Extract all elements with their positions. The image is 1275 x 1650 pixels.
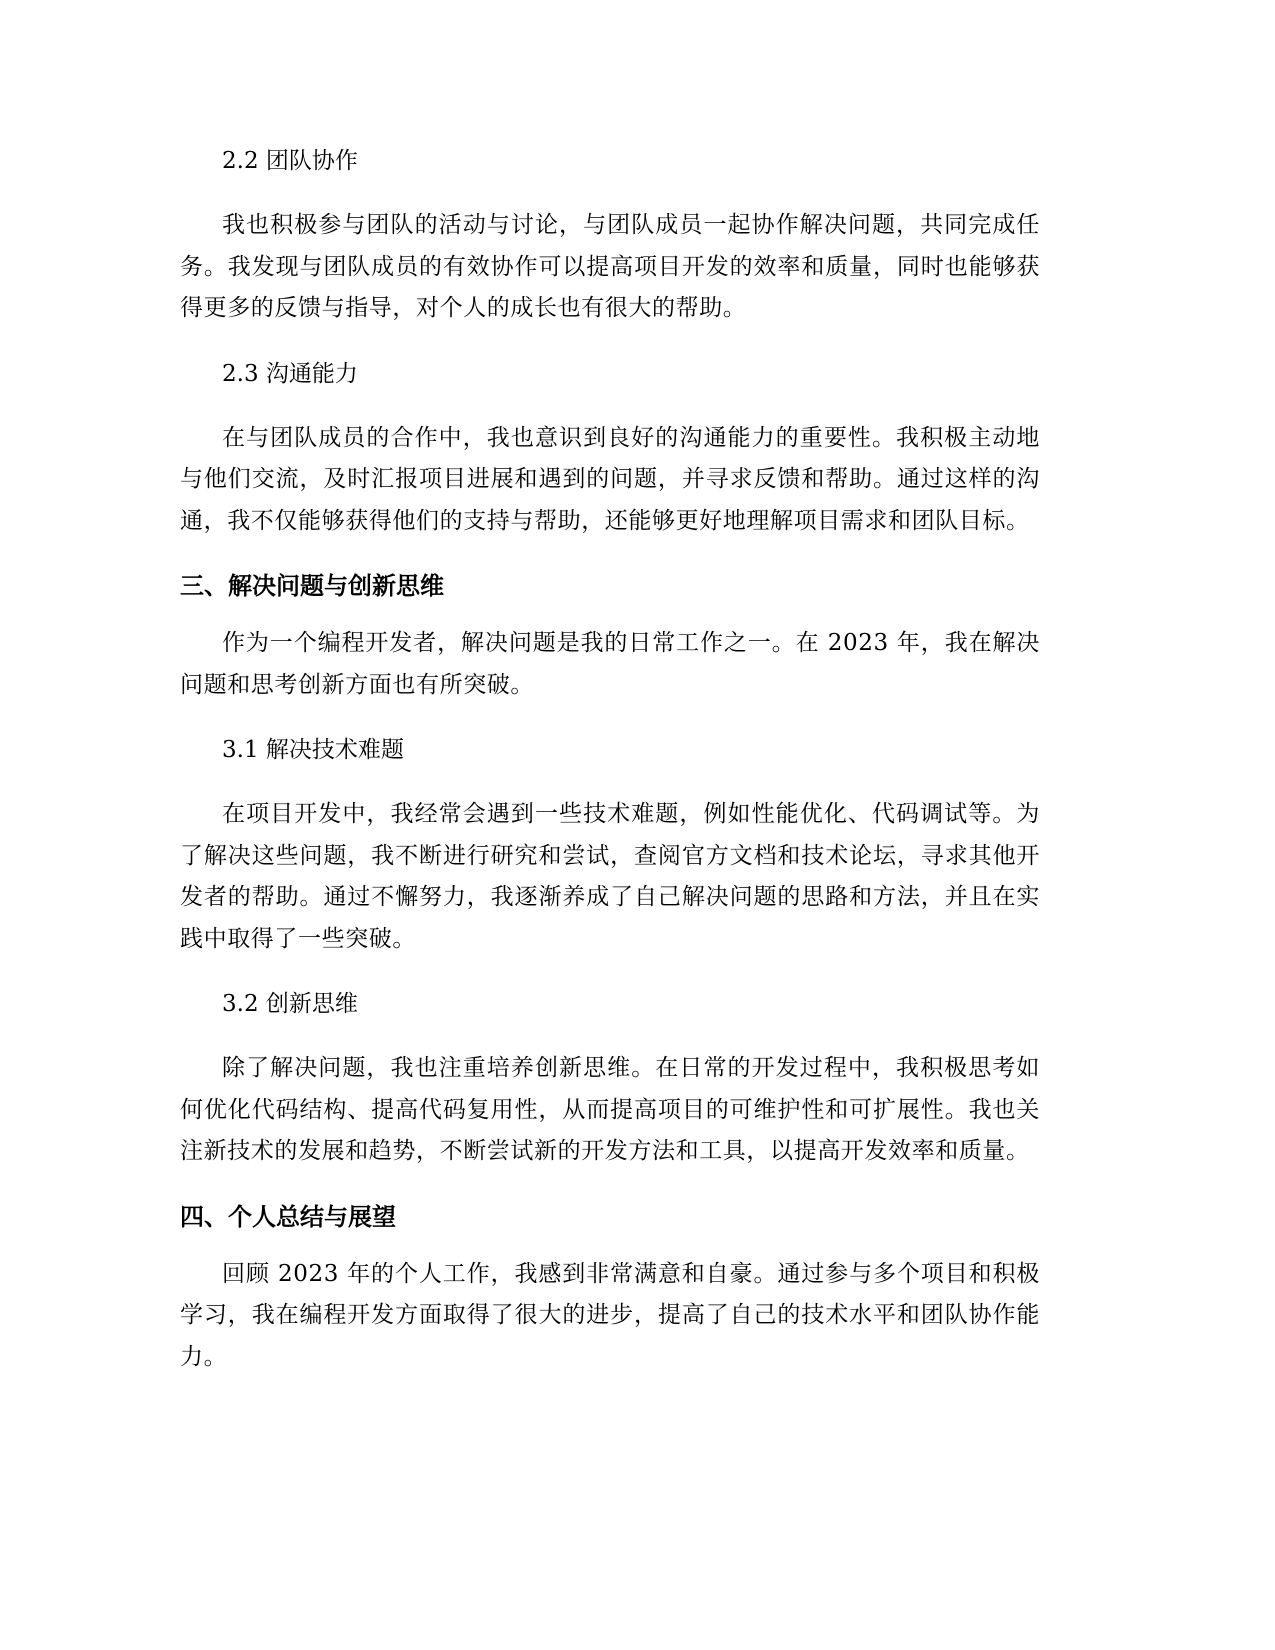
subheading-innovative-thinking: 3.2 创新思维 bbox=[222, 991, 358, 1017]
paragraph-summary: 回顾 2023 年的个人工作，我感到非常满意和自豪。通过参与多个项目和积极学习，我在编程开发方面取得了很大的进步，提高了自己的技术水平和团队协作能力。 bbox=[180, 1260, 1040, 1370]
paragraph-problem-solving-intro: 作为一个编程开发者，解决问题是我的日常工作之一。在 2023 年，我在解决问题和思考创新方面也有所突破。 bbox=[180, 630, 1040, 698]
paragraph-innovative-thinking: 除了解决问题，我也注重培养创新思维。在日常的开发过程中，我积极思考如何优化代码结构、提高代码复用性，从而提高项目的可维护性和可扩展性。我也关注新技术的发展和趋势，不断尝试新的开发方法和工具，以提高开发效率和质量。 bbox=[180, 1055, 1040, 1164]
paragraph-technical-problems: 在项目开发中，我经常会遇到一些技术难题，例如性能优化、代码调试等。为了解决这些问题，我不断进行研究和尝试，查阅官方文档和技术论坛，寻求其他开发者的帮助。通过不懈努力，我逐渐养成了自己解决问题的思路和方法，并且在实践中取得了一些突破。 bbox=[180, 801, 1040, 952]
paragraph-team-collaboration: 我也积极参与团队的活动与讨论，与团队成员一起协作解决问题，共同完成任务。我发现与团队成员的有效协作可以提高项目开发的效率和质量，同时也能够获得更多的反馈与指导，对个人的成长也有很大的帮助。 bbox=[180, 212, 1040, 321]
subheading-technical-problems: 3.1 解决技术难题 bbox=[222, 737, 404, 763]
section-title-summary: 四、个人总结与展望 bbox=[180, 1202, 396, 1231]
subheading-team-collaboration: 2.2 团队协作 bbox=[222, 148, 358, 174]
subheading-communication: 2.3 沟通能力 bbox=[222, 360, 358, 387]
section-title-problem-solving: 三、解决问题与创新思维 bbox=[180, 572, 444, 600]
paragraph-communication: 在与团队成员的合作中，我也意识到良好的沟通能力的重要性。我积极主动地与他们交流，及时汇报项目进展和遇到的问题，并寻求反馈和帮助。通过这样的沟通，我不仅能够获得他们的支持与帮助，还能够更好地理解项目需求和团队目标。 bbox=[180, 424, 1040, 534]
document-page bbox=[180, 140, 1040, 1401]
